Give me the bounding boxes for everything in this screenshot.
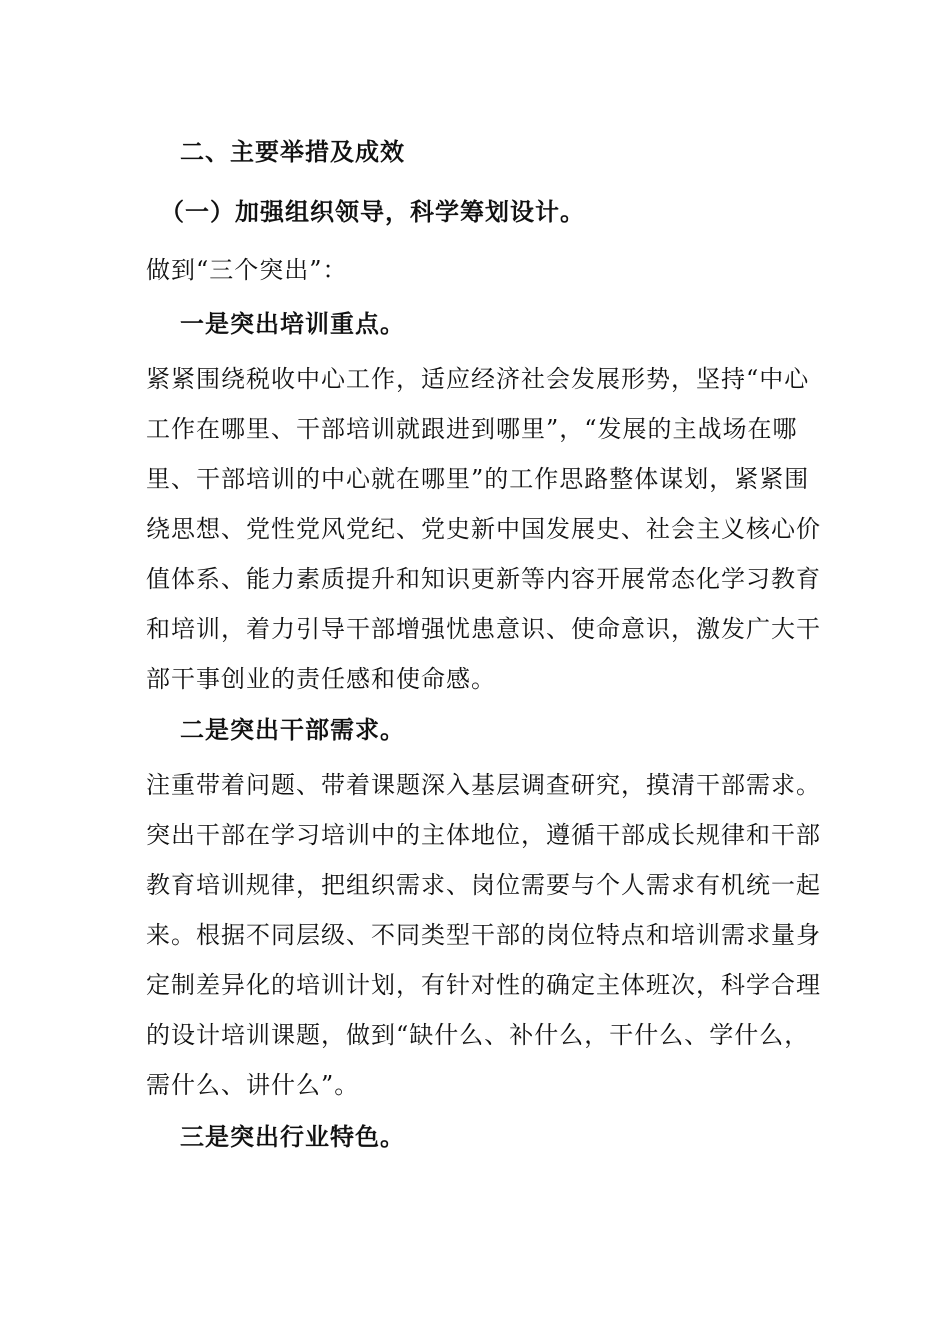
point2-line: 的设计培训课题，做到“缺什么、补什么，干什么、学什么， xyxy=(146,1021,810,1049)
point3-title: 三是突出行业特色。 xyxy=(180,1123,405,1151)
subsection-heading: （一）加强组织领导，科学筹划设计。 xyxy=(160,198,585,226)
point1-line: 里、干部培训的中心就在哪里”的工作思路整体谋划，紧紧围 xyxy=(146,465,810,493)
point2-line: 突出干部在学习培训中的主体地位，遵循干部成长规律和干部 xyxy=(146,821,821,849)
point1-line: 紧紧围绕税收中心工作，适应经济社会发展形势，坚持“中心 xyxy=(146,365,810,393)
point1-line: 值体系、能力素质提升和知识更新等内容开展常态化学习教育 xyxy=(146,565,821,593)
section-heading: 二、主要举措及成效 xyxy=(180,138,405,166)
point2-line: 定制差异化的培训计划，有针对性的确定主体班次，科学合理 xyxy=(146,971,821,999)
point2-title: 二是突出干部需求。 xyxy=(180,716,405,744)
point1-line: 工作在哪里、干部培训就跟进到哪里”，“发展的主战场在哪 xyxy=(146,415,798,443)
point2-line: 需什么、讲什么”。 xyxy=(146,1071,360,1099)
point2-line: 来。根据不同层级、不同类型干部的岗位特点和培训需求量身 xyxy=(146,921,821,949)
point2-line: 教育培训规律，把组织需求、岗位需要与个人需求有机统一起 xyxy=(146,871,821,899)
point1-title: 一是突出培训重点。 xyxy=(180,310,405,338)
point1-line: 绕思想、党性党风党纪、党史新中国发展史、社会主义核心价 xyxy=(146,515,821,543)
intro-text: 做到“三个突出”： xyxy=(146,256,348,284)
point2-line: 注重带着问题、带着课题深入基层调查研究，摸清干部需求。 xyxy=(146,771,821,799)
point1-line: 部干事创业的责任感和使命感。 xyxy=(146,665,496,693)
point1-line: 和培训，着力引导干部增强忧患意识、使命意识，激发广大干 xyxy=(146,615,821,643)
